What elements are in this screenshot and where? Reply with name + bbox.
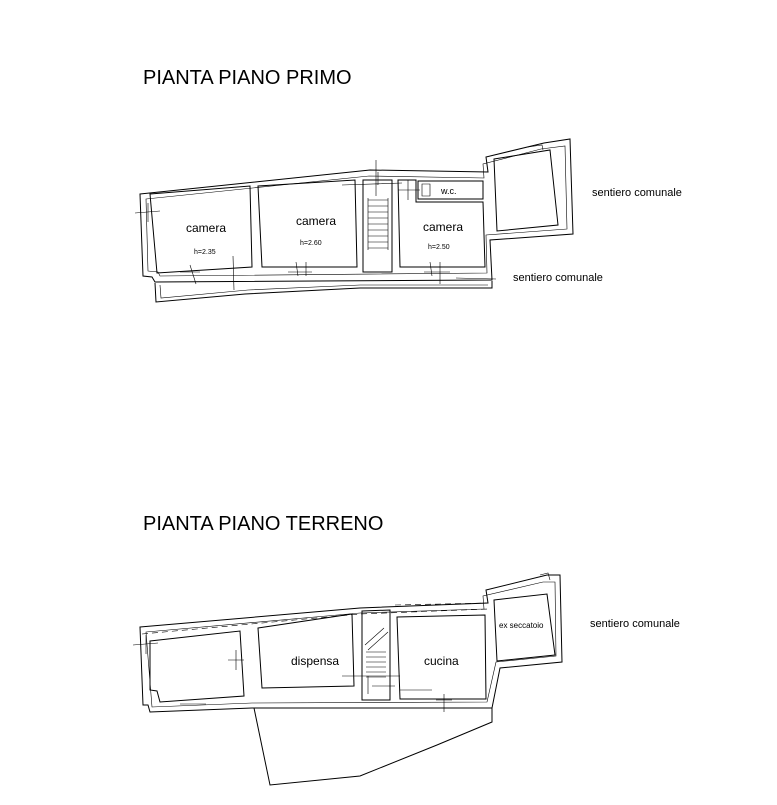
room-outline: [150, 631, 244, 702]
path-label: sentiero comunale: [592, 187, 682, 199]
room-outline: [258, 614, 354, 688]
ground-floor-title: PIANTA PIANO TERRENO: [143, 513, 384, 535]
wc-label: w.c.: [441, 186, 457, 196]
courtyard-outline: [254, 708, 492, 785]
room-label: cucina: [424, 654, 459, 668]
room-label: camera: [296, 214, 337, 228]
stair-treads: [368, 200, 388, 248]
first-floor-title: PIANTA PIANO PRIMO: [143, 67, 352, 89]
path-label: sentiero comunale: [513, 272, 603, 284]
room-height-label: h=2.50: [428, 244, 450, 251]
path-label: sentiero comunale: [590, 618, 680, 630]
ground-floor-outer-wall: [140, 575, 562, 712]
room-height-label: h=2.60: [300, 240, 322, 247]
stair-outline: [363, 180, 392, 272]
first-floor-plan: [135, 139, 573, 302]
annex-outline: [494, 150, 558, 231]
room-height-label: h=2.35: [194, 249, 216, 256]
room-label: camera: [186, 221, 227, 235]
room-label: camera: [423, 220, 464, 234]
stair-outline: [362, 610, 390, 700]
ground-floor-plan: [133, 573, 562, 785]
room-label: dispensa: [291, 654, 340, 668]
annex-label: ex seccatoio: [499, 621, 544, 630]
